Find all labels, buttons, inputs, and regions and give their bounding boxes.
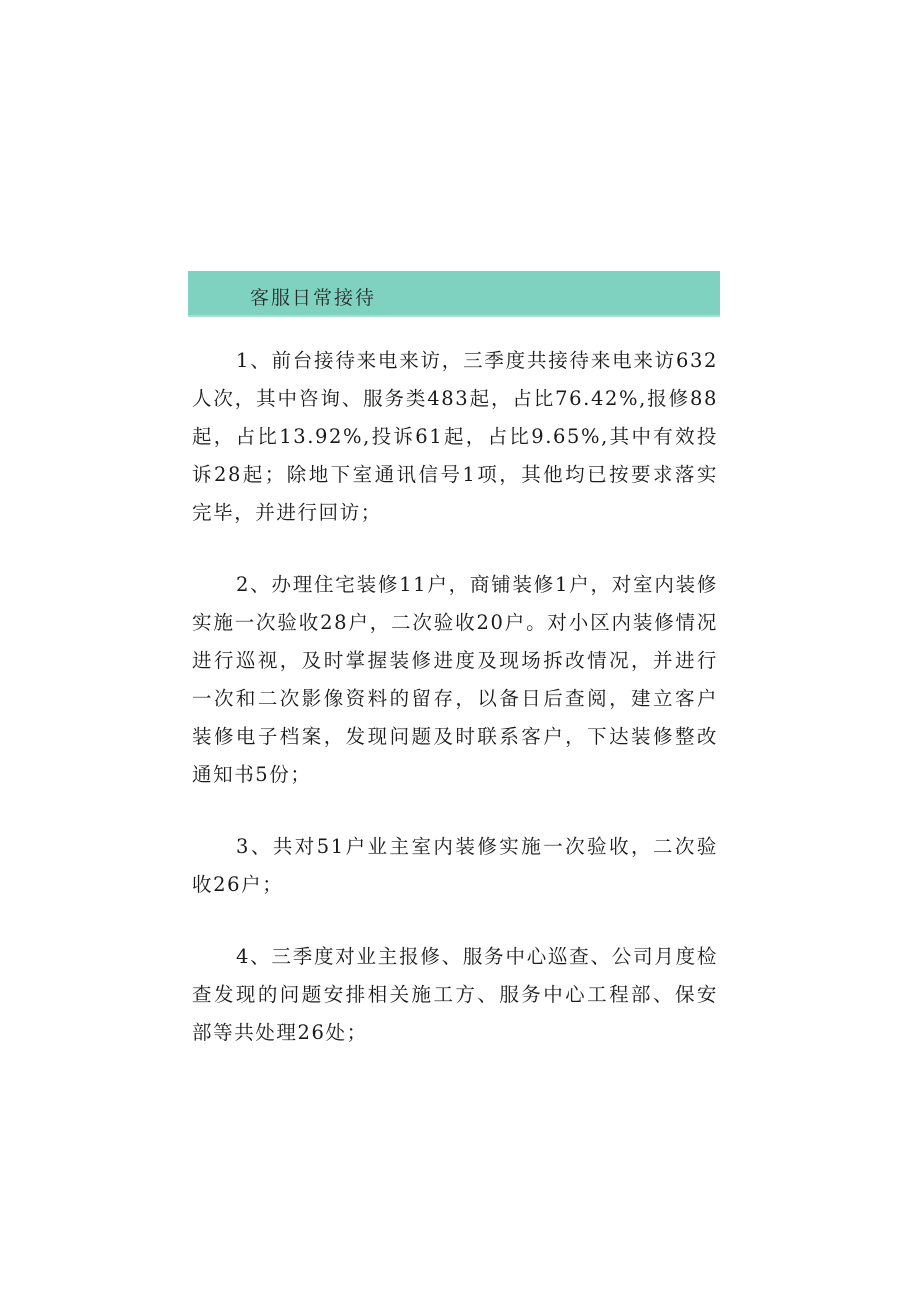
paragraph-repairs: 4、三季度对业主报修、服务中心巡查、公司月度检查发现的问题安排相关施工方、服务中心工程部、保安部等共处理26处； [192,945,718,1044]
section-title: 客服日常接待 [250,287,377,309]
paragraph-inspection: 3、共对51户业主室内装修实施一次验收，二次验收26户； [192,835,718,896]
document-body [192,342,718,1086]
section-header-bar [188,271,720,317]
paragraph-renovation: 2、办理住宅装修11户，商铺装修1户，对室内装修实施一次验收28户，二次验收20户。对小区内装修情况进行巡视，及时掌握装修进度及现场拆改情况，并进行一次和二次影像资料的留存，以备日后查阅，建立客户装修电子档案，发现问题及时联系客户，下达装修整改通知书5份； [192,573,718,786]
paragraph-reception: 1、前台接待来电来访，三季度共接待来电来访632人次，其中咨询、服务类483起，占比76.42%,报修88起，占比13.92%,投诉61起，占比9.65%,其中有效投诉28起；除地下室通讯信号1项，其他均已按要求落实完毕，并进行回访； [192,349,718,524]
